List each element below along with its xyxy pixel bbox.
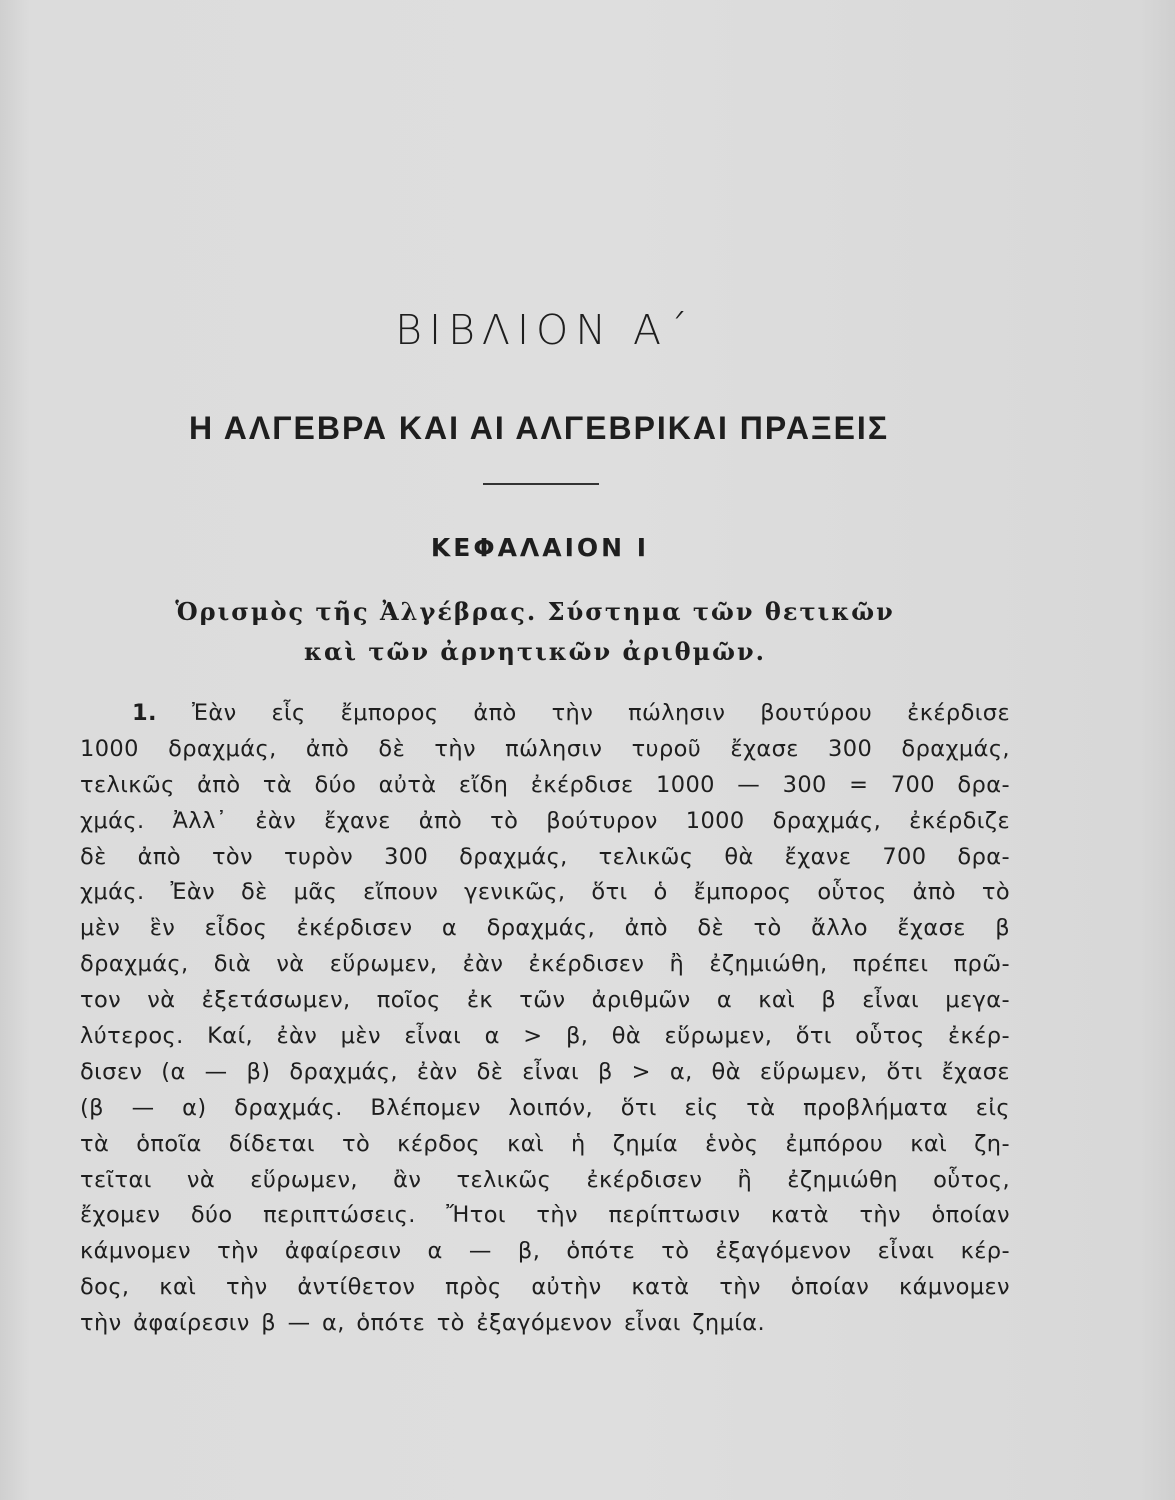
paragraph-1	[80, 696, 1010, 1342]
paragraph-line: τὴν ἀφαίρεσιν β — α, ὁπότε τὸ ἐξαγόμενον εἶναι ζημία.	[80, 1310, 766, 1337]
paragraph-line: τελικῶς ἀπὸ τὰ δύο αὐτὰ εἴδη ἐκέρδισε 1000 — 300 = 700 δρα-	[80, 771, 1010, 798]
paragraph-line-text: Ἐὰν εἷς ἔμπορος ἀπὸ τὴν πώλησιν βουτύρου ἐκέρδισε	[191, 700, 1011, 726]
paragraph-line: 1000 δραχμάς, ἀπὸ δὲ τὴν πώλησιν τυροῦ ἔχασε 300 δραχμάς,	[80, 735, 1010, 762]
paragraph-line: λύτερος. Καί, ἐὰν μὲν εἶναι α > β, θὰ εὕρωμεν, ὅτι οὗτος ἐκέρ-	[80, 1023, 1010, 1050]
paragraph-line: μὲν ἓν εἶδος ἐκέρδισεν α δραχμάς, ἀπὸ δὲ τὸ ἄλλο ἔχασε β	[80, 915, 1010, 942]
part-title: Η ΑΛΓΕΒΡΑ ΚΑΙ ΑΙ ΑΛΓΕΒΡΙΚΑΙ ΠΡΑΞΕΙΣ	[188, 410, 890, 446]
paragraph-line	[80, 696, 1010, 732]
section-title-line-1: Ὁρισμὸς τῆς Ἀλγέβρας. Σύστημα τῶν θετικῶν	[175, 597, 895, 626]
section-title	[0, 592, 1070, 672]
paragraph-line: (β — α) δραχμάς. Βλέπομεν λοιπόν, ὅτι εἰς τὰ προβλήματα εἰς	[80, 1094, 1010, 1121]
paragraph-line: δος, καὶ τὴν ἀντίθετον πρὸς αὐτὴν κατὰ τὴν ὁποίαν κάμνομεν	[80, 1274, 1010, 1301]
chapter-title: ΚΕΦΑΛΑΙΟΝ Ι	[430, 533, 650, 562]
paragraph-line: χμάς. Ἐὰν δὲ μᾶς εἴπουν γενικῶς, ὅτι ὁ ἔμπορος οὗτος ἀπὸ τὸ	[80, 879, 1010, 906]
paragraph-line: κάμνομεν τὴν ἀφαίρεσιν α — β, ὁπότε τὸ ἐξαγόμενον εἶναι κέρ-	[80, 1238, 1010, 1265]
paragraph-line: τον νὰ ἐξετάσωμεν, ποῖος ἐκ τῶν ἀριθμῶν α καὶ β εἶναι μεγα-	[80, 987, 1010, 1014]
section-title-line-2: καὶ τῶν ἀρνητικῶν ἀριθμῶν.	[303, 637, 767, 666]
paragraph-line: χμάς. Ἀλλ᾽ ἐὰν ἔχανε ἀπὸ τὸ βούτυρον 1000 δραχμάς, ἐκέρδιζε	[80, 807, 1010, 834]
paragraph-line: δὲ ἀπὸ τὸν τυρὸν 300 δραχμάς, τελικῶς θὰ ἔχανε 700 δρα-	[80, 843, 1010, 870]
paragraph-line: δισεν (α — β) δραχμάς, ἐὰν δὲ εἶναι β > α, θὰ εὕρωμεν, ὅτι ἔχασε	[80, 1058, 1010, 1085]
paragraph-line: δραχμάς, διὰ νὰ εὕρωμεν, ἐὰν ἐκέρδισεν ἢ ἐζημιώθη, πρέπει πρῶ-	[80, 951, 1010, 978]
title-divider	[483, 483, 599, 485]
paragraph-number: 1.	[132, 700, 158, 726]
paragraph-line: ἔχομεν δύο περιπτώσεις. Ἤτοι τὴν περίπτωσιν κατὰ τὴν ὁποίαν	[80, 1202, 1010, 1229]
paragraph-line: τεῖται νὰ εὕρωμεν, ἂν τελικῶς ἐκέρδισεν ἢ ἐζημιώθη οὗτος,	[80, 1166, 1010, 1193]
paragraph-line: τὰ ὁποῖα δίδεται τὸ κέρδος καὶ ἡ ζημία ἑνὸς ἐμπόρου καὶ ζη-	[80, 1130, 1010, 1157]
book-title: ΒΙΒΛΙΟΝ Α΄	[395, 306, 695, 354]
